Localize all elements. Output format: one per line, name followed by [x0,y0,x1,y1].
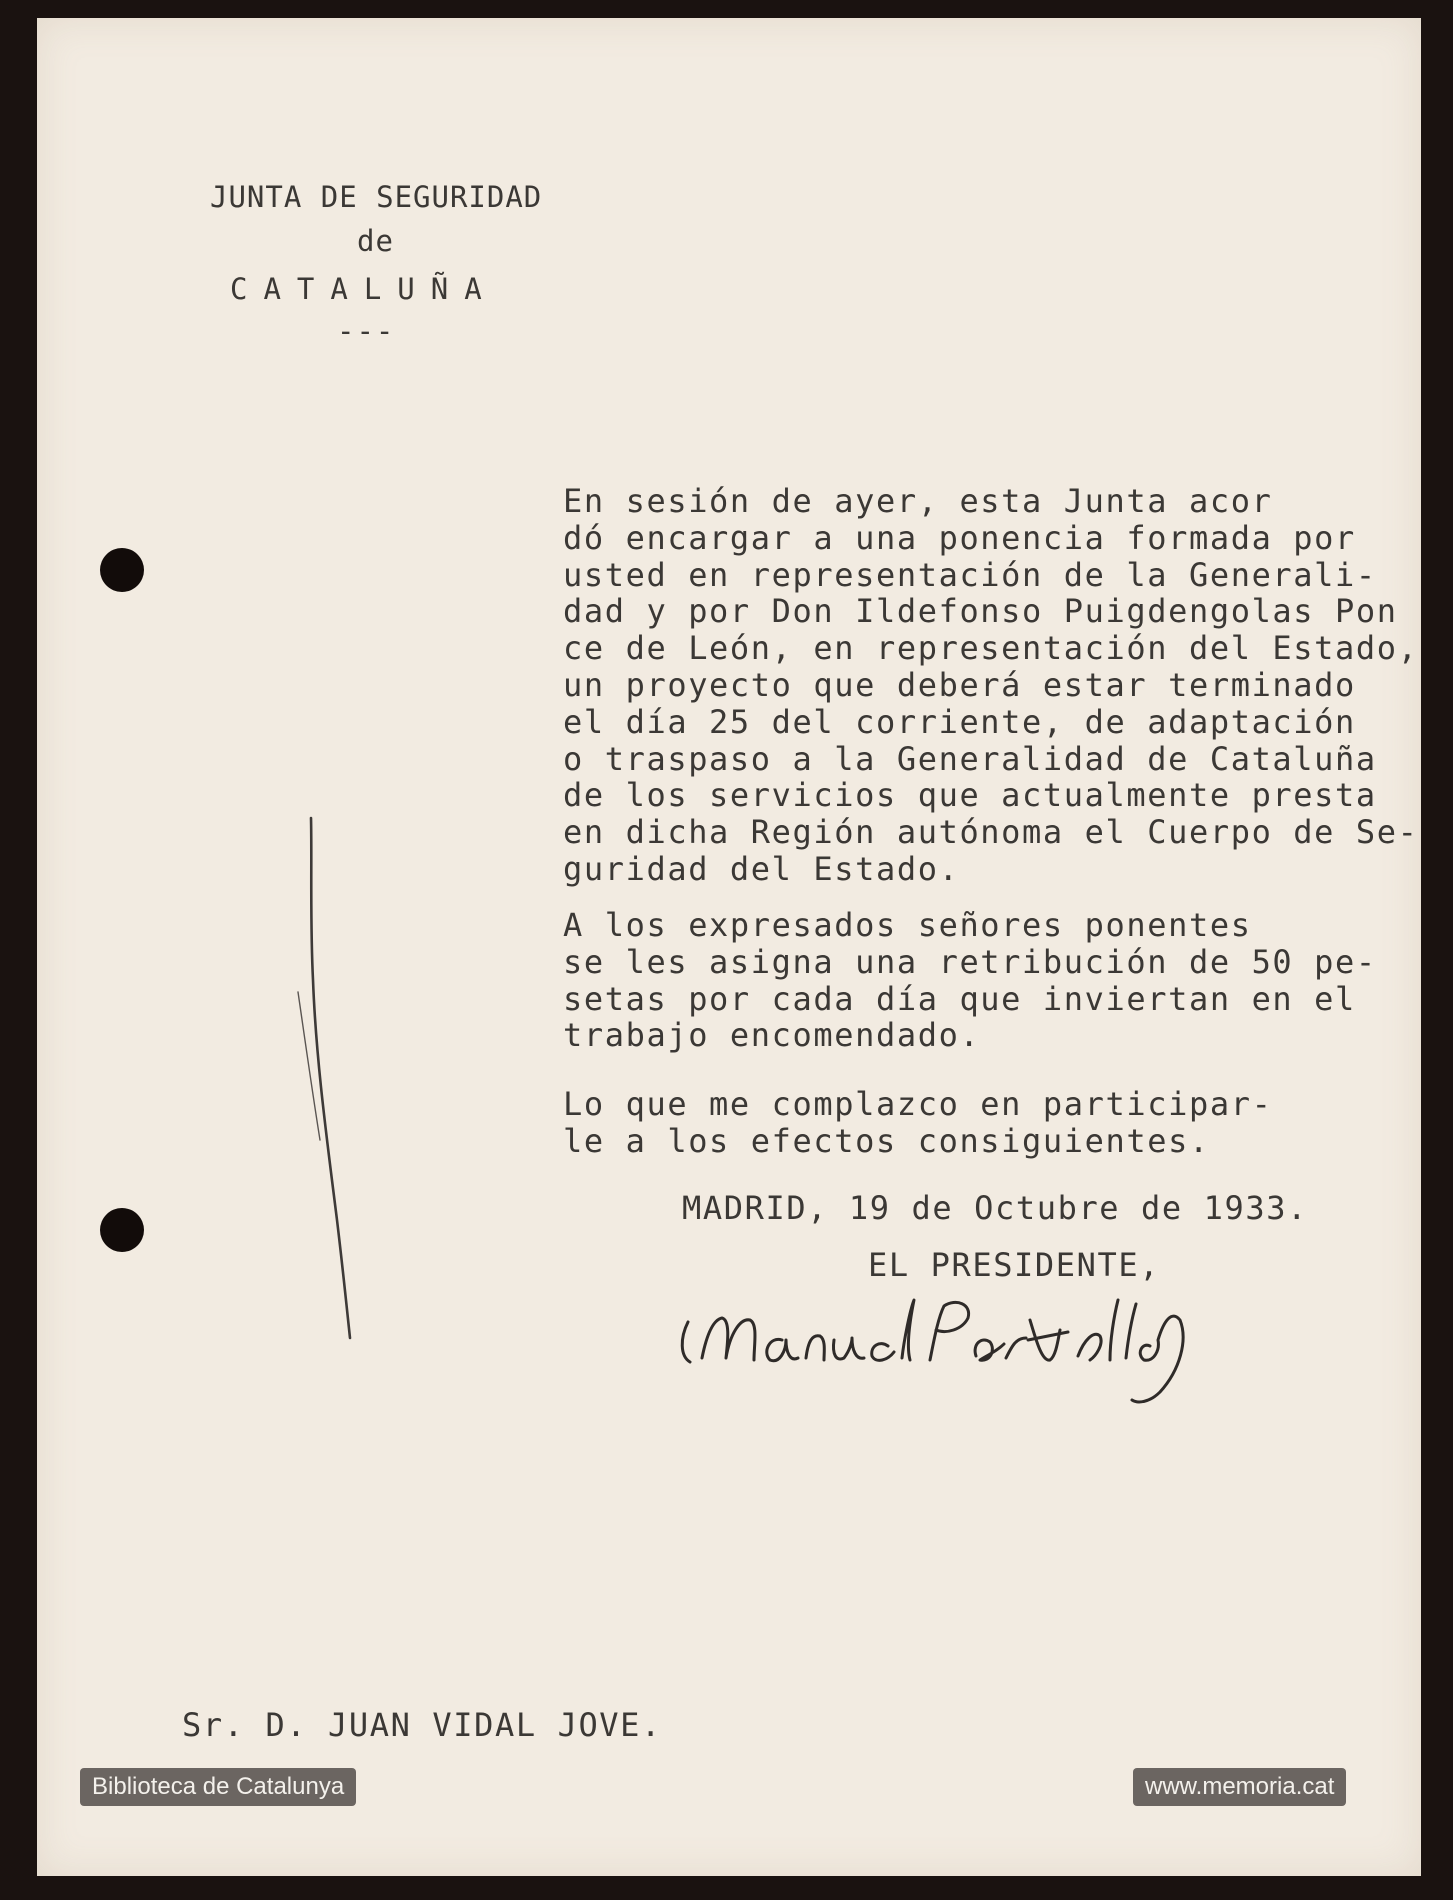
letter-paragraph-1: En sesión de ayer, esta Junta acor dó encargar a una ponencia formada por usted en representación de la Generali- dad y por Don Ildefonso Puigdengolas Pon ce de León, en representación del Estado, un proyecto que deberá estar terminado el día 25 del corriente, de adaptación o traspaso a la Generalidad de Cataluña de los servicios que actualmente presta en dicha Región autónoma el Cuerpo de Se- guridad del Estado. [563,482,1419,888]
dateline: MADRID, 19 de Octubre de 1933. [682,1189,1308,1227]
letter-paragraph-3: Lo que me complazco en participar- le a los efectos consiguientes. [563,1085,1273,1160]
letterhead-rule: --- [337,314,396,348]
margin-pen-stroke [311,818,350,1338]
recipient-line: Sr. D. JUAN VIDAL JOVE. [182,1706,662,1744]
margin-pen-stroke-thin [298,992,320,1140]
letterhead-title: JUNTA DE SEGURIDAD [210,180,543,214]
signature-handwritten [682,1300,1183,1402]
letterhead-de: de [357,224,394,258]
website-watermark: www.memoria.cat [1133,1768,1346,1806]
letterhead-region: CATALUÑA [230,272,498,306]
signatory-title: EL PRESIDENTE, [868,1246,1161,1284]
letter-paragraph-2: A los expresados señores ponentes se les asigna una retribución de 50 pe- setas por cada día que inviertan en el trabajo encomendado. [563,906,1377,1055]
library-watermark: Biblioteca de Catalunya [80,1768,356,1806]
